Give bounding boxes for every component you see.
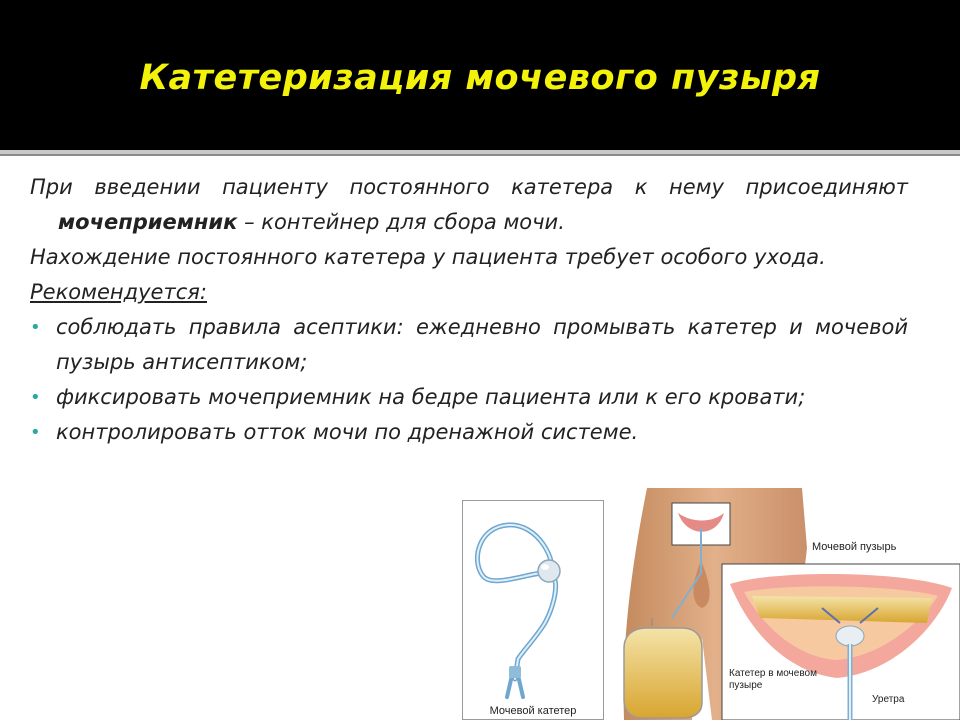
bullet-item-1 [30, 310, 908, 380]
divider-dark [0, 154, 960, 156]
catheter-illustration [463, 501, 603, 701]
anatomy-figure [602, 488, 960, 720]
bullet-dot-icon: • [30, 317, 41, 338]
bullet-item-3 [30, 415, 908, 450]
slide-title: Катетеризация мочевого пузыря [139, 58, 821, 98]
bullet-text: фиксировать мочеприемник на бедре пациента или к его кровати; [56, 385, 806, 409]
slide-content [30, 170, 908, 450]
recommended-heading: Рекомендуется: [30, 280, 207, 304]
paragraph-1 [30, 170, 908, 240]
bullet-item-2 [30, 380, 908, 415]
paragraph-1-end: – контейнер для сбора мочи. [237, 210, 565, 234]
bullet-text: контролировать отток мочи по дренажной системе. [56, 420, 639, 444]
bullet-dot-icon: • [30, 387, 41, 408]
catheter-in-bladder-label: Катетер в мочевом пузыре [729, 668, 817, 691]
paragraph-1-start: При введении пациенту постоянного катетера к нему присоединяют [30, 175, 908, 199]
bullet-text: соблюдать правила асептики: ежедневно промывать катетер и мочевой пузырь антисептиком; [56, 315, 908, 374]
bullet-dot-icon: • [30, 422, 41, 443]
urethra-label: Уретра [872, 694, 905, 705]
bladder-label: Мочевой пузырь [812, 541, 897, 553]
paragraph-2: Нахождение постоянного катетера у пациента требует особого ухода. [30, 245, 826, 269]
catheter-caption: Мочевой катетер [489, 705, 577, 717]
catheter-figure [462, 500, 604, 720]
title-bar [0, 0, 960, 150]
paragraph-1-bold-term: мочеприемник [58, 210, 238, 234]
